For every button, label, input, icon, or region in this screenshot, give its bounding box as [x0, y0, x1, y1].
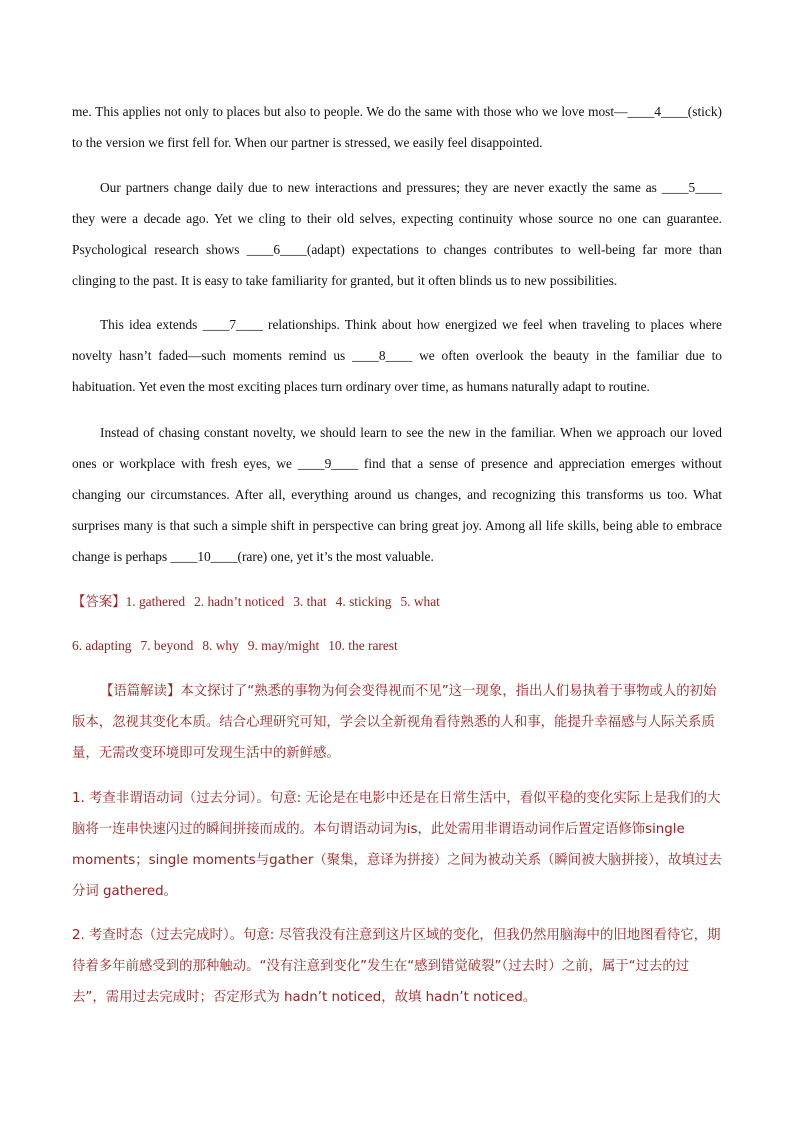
passage-text: they were a decade ago. Yet we cling to their old selves, expecting continuity whose source no one can guarantee. Psychological research shows: [72, 211, 722, 257]
passage-text: me. This applies not only to places but also to people. We do the same with those who we love most—: [72, 104, 628, 119]
answer-item: 10. the rarest: [328, 638, 398, 653]
analysis-summary: 【语篇解读】本文探讨了“熟悉的事物为何会变得视而不见”这一现象，指出人们易执着于事物或人的初始版本，忽视其变化本质。结合心理研究可知，学会以全新视角看待熟悉的人和事，能提升幸福感与人际关系质量，无需改变环境即可发现生活中的新鲜感。: [72, 684, 717, 761]
answer-item: 2. hadn’t noticed: [194, 594, 285, 609]
passage-paragraph-1: [72, 172, 722, 296]
passage-text: find that a sense of presence and appreciation emerges without changing our circumstances. After all, everything around us changes, and recognizing this transforms us too. What surprises many is that such a simple shift in perspective can bring great joy. Among all life skills, being able to embrace change is perhaps: [72, 456, 723, 564]
passage-text: relationships. Think about how energized we feel when traveling to places where novelty hasn’t faded—such moments remind us: [72, 317, 722, 363]
explanation-text: 2. 考查时态（过去完成时）。句意: 尽管我没有注意到这片区域的变化，但我仍然用脑海中的旧地图看待它，期待着多年前感受到的那种触动。“没有注意到变化”发生在“感到错觉破裂”（过去时）之前，属于“过去的过去”，需用过去完成时；否定形式为 hadn’t noticed，故填 hadn’t noticed。: [72, 928, 721, 1005]
answer-item: 1. gathered: [125, 594, 186, 609]
blank-8: ____8____: [352, 348, 413, 363]
blank-6: ____6____: [246, 242, 307, 257]
passage-text: This idea extends: [100, 317, 203, 332]
answer-item: 3. that: [293, 594, 327, 609]
passage-paragraph-2: [72, 309, 722, 402]
passage-text: Our partners change daily due to new interactions and pressures; they are never exactly the same as: [100, 180, 662, 195]
passage-text: we often overlook the beauty in the familiar due to habituation. Yet even the most exciting places turn ordinary over time, as humans naturally adapt to routine.: [72, 348, 722, 394]
blank-10: ____10____: [170, 549, 238, 564]
blank-7: ____7____: [202, 317, 263, 332]
passage-text: Instead of chasing constant novelty, we should learn to see the new in the familiar. When we approach our loved ones or workplace with fresh eyes, we: [72, 425, 722, 471]
explanation-1: [72, 783, 722, 907]
passage-paragraph-0: [72, 96, 722, 158]
answer-item: 8. why: [202, 638, 239, 653]
blank-4: ____4____: [627, 104, 688, 119]
blank-9: ____9____: [297, 456, 359, 471]
passage-text: (stick) to the version we first fell for. When our partner is stressed, we easily feel disappointed.: [72, 104, 722, 150]
answer-item: 4. sticking: [335, 594, 392, 609]
passage-text: (adapt) expectations to changes contributes to well-being far more than clinging to the past. It is easy to take familiarity for granted, but it often blinds us to new possibilities.: [72, 242, 722, 288]
passage-text: (rare) one, yet it’s the most valuable.: [237, 549, 434, 564]
answer-item: 5. what: [400, 594, 440, 609]
answer-label: 【答案】: [72, 594, 126, 609]
answer-key: [72, 591, 732, 613]
blank-5: ____5____: [661, 180, 722, 195]
passage-paragraph-3: [72, 417, 722, 572]
answer-item: 9. may/might: [247, 638, 320, 653]
answer-item: 7. beyond: [140, 638, 194, 653]
answer-key-row-2: [72, 635, 732, 657]
answer-item: 6. adapting: [72, 638, 132, 653]
discourse-analysis: [72, 676, 722, 769]
explanation-2: [72, 920, 722, 1013]
explanation-text: 1. 考查非谓语动词（过去分词）。句意: 无论是在电影中还是在日常生活中，看似平稳的变化实际上是我们的大脑将一连串快速闪过的瞬间拼接而成的。本句谓语动词为is，此处需用非谓语动词作后置定语修饰single moments；single moments与gather（聚集，意译为拼接）之间为被动关系（瞬间被大脑拼接），故填过去分词 gathered。: [72, 791, 722, 899]
